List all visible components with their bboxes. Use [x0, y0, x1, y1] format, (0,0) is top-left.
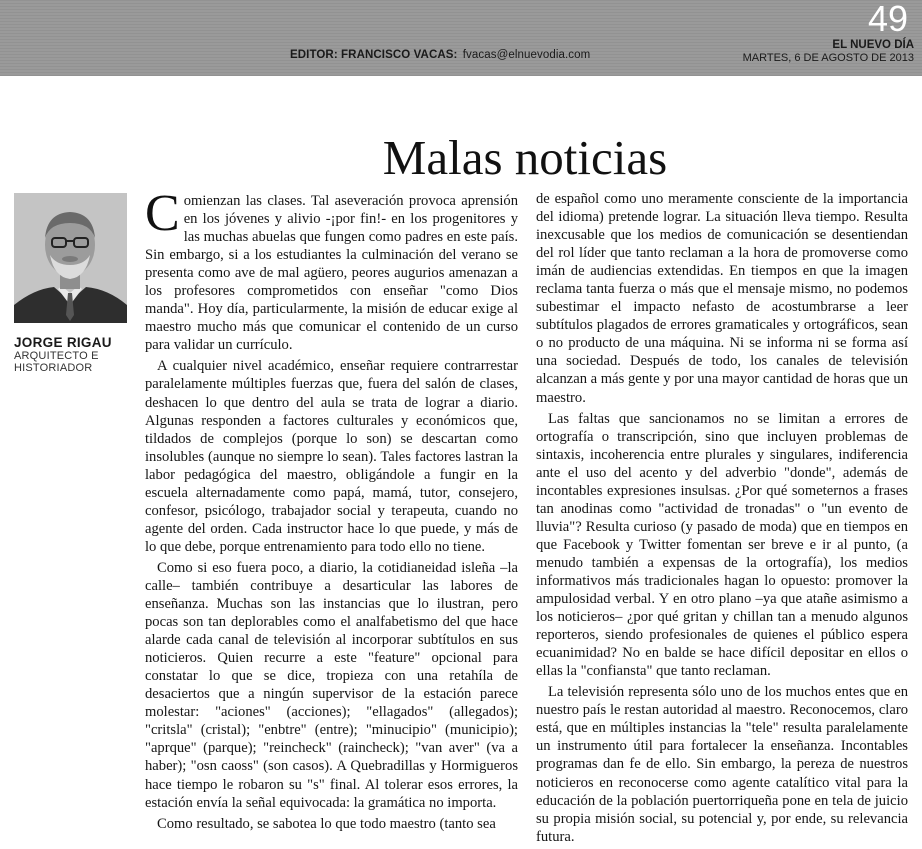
paragraph: Como si eso fuera poco, a diario, la cotidianeidad isleña –la calle– también contribuye a desarticular las labores de enseñanza. Muchas son las instancias que lo ilustran, pero pocas son tan deplorables como el analfabetismo del que hace alarde cada canal de televisión al incorporar subtítulos en sus noticieros. Quien recurre a este "feature" opcional para constatar lo que se dice, tropieza con una retahíla de desaciertos que a ningún supervisor de la estación parece molestar: "aciones" (acciones); "ellagados" (allegados); "critsla" (cristal); "enbtre" (entre); "minucipio" (municipio); "aprque" (parque); "reincheck" (raincheck); "van aver" (va a haber); "osn caoss" (son casos). A Quebradillas y Hormigueros hace tiempo le robaron su "s" final. Al tolerar esos errores, la estación envía la señal equivocada: la gramática no importa. — [145, 559, 518, 811]
paragraph-text: omienzan las clases. Tal aseveración provoca aprensión en los jóvenes y alivio -¡por fin!- en los progenitores y las muchas abuelas que fungen como padres en este país. Sin embargo, si a los estudiantes la culminación del verano se presenta como ave de mal agüero, peores augurios amenazan a los profesores comprometidos con enseñar "como Dios manda". Hoy día, particularmente, la misión de educar exige al maestro mucho más que comunicar el contenido de un curso para validar un currículo. — [145, 193, 518, 354]
page-header — [0, 0, 922, 76]
editor-email: fvacas@elnuevodia.com — [462, 49, 591, 61]
paragraph: Como resultado, se sabotea lo que todo maestro (tanto sea — [157, 815, 496, 832]
paragraph: La televisión representa sólo uno de los muchos entes que en nuestro país le restan autoridad al maestro. Reconocemos, claro está, que en múltiples instancias la "tele" resulta paralelamente un instrumento útil para fortalecer la enseñanza. Incontables programas dan fe de ello. Sin embargo, la pereza de nuestros noticieros en reconocerse como agente catalítico vital para la educación de la población puertorriqueña pone en tela de juicio su propia misión social, su potencial y, por ende, su relevancia futura. — [536, 684, 908, 845]
editor-line — [290, 49, 590, 61]
page-number: 49 — [867, 0, 909, 39]
article-column-2 — [536, 190, 908, 849]
paragraph — [145, 185, 518, 354]
paragraph: de español como uno meramente consciente de la importancia del idioma) pretende lograr. La situación lleva tiempo. Resulta inexcusable que los medios de comunicación se desentiendan del rol líder que tanto reclaman a la hora de promoverse como imán de audiencias extendidas. En tiempos en que la imagen reclama tanta fuerza o más que el mensaje mismo, no podemos subestimar el impacto nefasto de acostumbrarse a leer subtítulos plagados de errores gramaticales y ortográficos, sean o no producto de una máquina. Ni se informa ni se forma así una sociedad. Después de todo, los canales de televisión alcanzan a más gente y por una mayor cantidad de horas que un maestro. — [536, 191, 908, 406]
paragraph: Las faltas que sancionamos no se limitan a errores de ortografía o transcripción, sino que incluyen problemas de sintaxis, incoherencia entre plurales y singulares, indiferencia ante el uso del acento y del adverbio "donde", además de incontables expresiones insulsas. ¿Por qué someternos a frases tan anodinas como "actividad de tronadas" o "un evento de lluvia"? Resulta curioso (y pasado de moda) que en tiempos en que Facebook y Twitter fomentan ser breve e ir al punto, (a menudo también a expensas de la ortografía), los medios informativos más tradicionales hagan lo opuesto: promover la ampulosidad verbal. Y en otro plano –ya que atañe asimismo a los noticieros– ¿por qué gritan y chillan tan a menudo algunos reporteros, siendo profesionales de quienes el público espera ecuanimidad? No en balde se hace difícil depositar en ellos o ellas la "confiansta" que tanto reclaman. — [536, 410, 908, 680]
author-name: JORGE RIGAU — [14, 335, 112, 350]
publication-date: MARTES, 6 DE AGOSTO DE 2013 — [742, 52, 914, 64]
headline: Malas noticias — [382, 130, 668, 185]
editor-label: EDITOR: FRANCISCO VACAS: — [290, 49, 458, 61]
article-column-1 — [145, 185, 518, 836]
author-title: ARQUITECTO E HISTORIADOR — [14, 350, 99, 374]
author-photo — [14, 193, 127, 323]
author-portrait-image — [14, 193, 127, 323]
drop-cap: C — [145, 185, 180, 242]
paragraph: A cualquier nivel académico, enseñar requiere contrarrestar paralelamente múltiples fuerzas que, fuera del salón de clases, deshacen lo que dentro del aula se trata de lograr a diario. Algunas responden a factores culturales y económicos que, tildados de complejos (porque lo son) se descartan como insolubles (aunque no siempre lo sean). Tales factores lastran la labor pedagógica del maestro, obligándole a fungir en la escuela alternadamente como papá, mamá, tutor, consejero, confesor, psicólogo, trabajador social y terapeuta, cuando no agente del orden. Cada instructor hace lo que puede, y más de lo que debe, porque entrenamiento para todo ello no tiene. — [145, 358, 518, 555]
publication-name: EL NUEVO DÍA — [832, 39, 914, 51]
